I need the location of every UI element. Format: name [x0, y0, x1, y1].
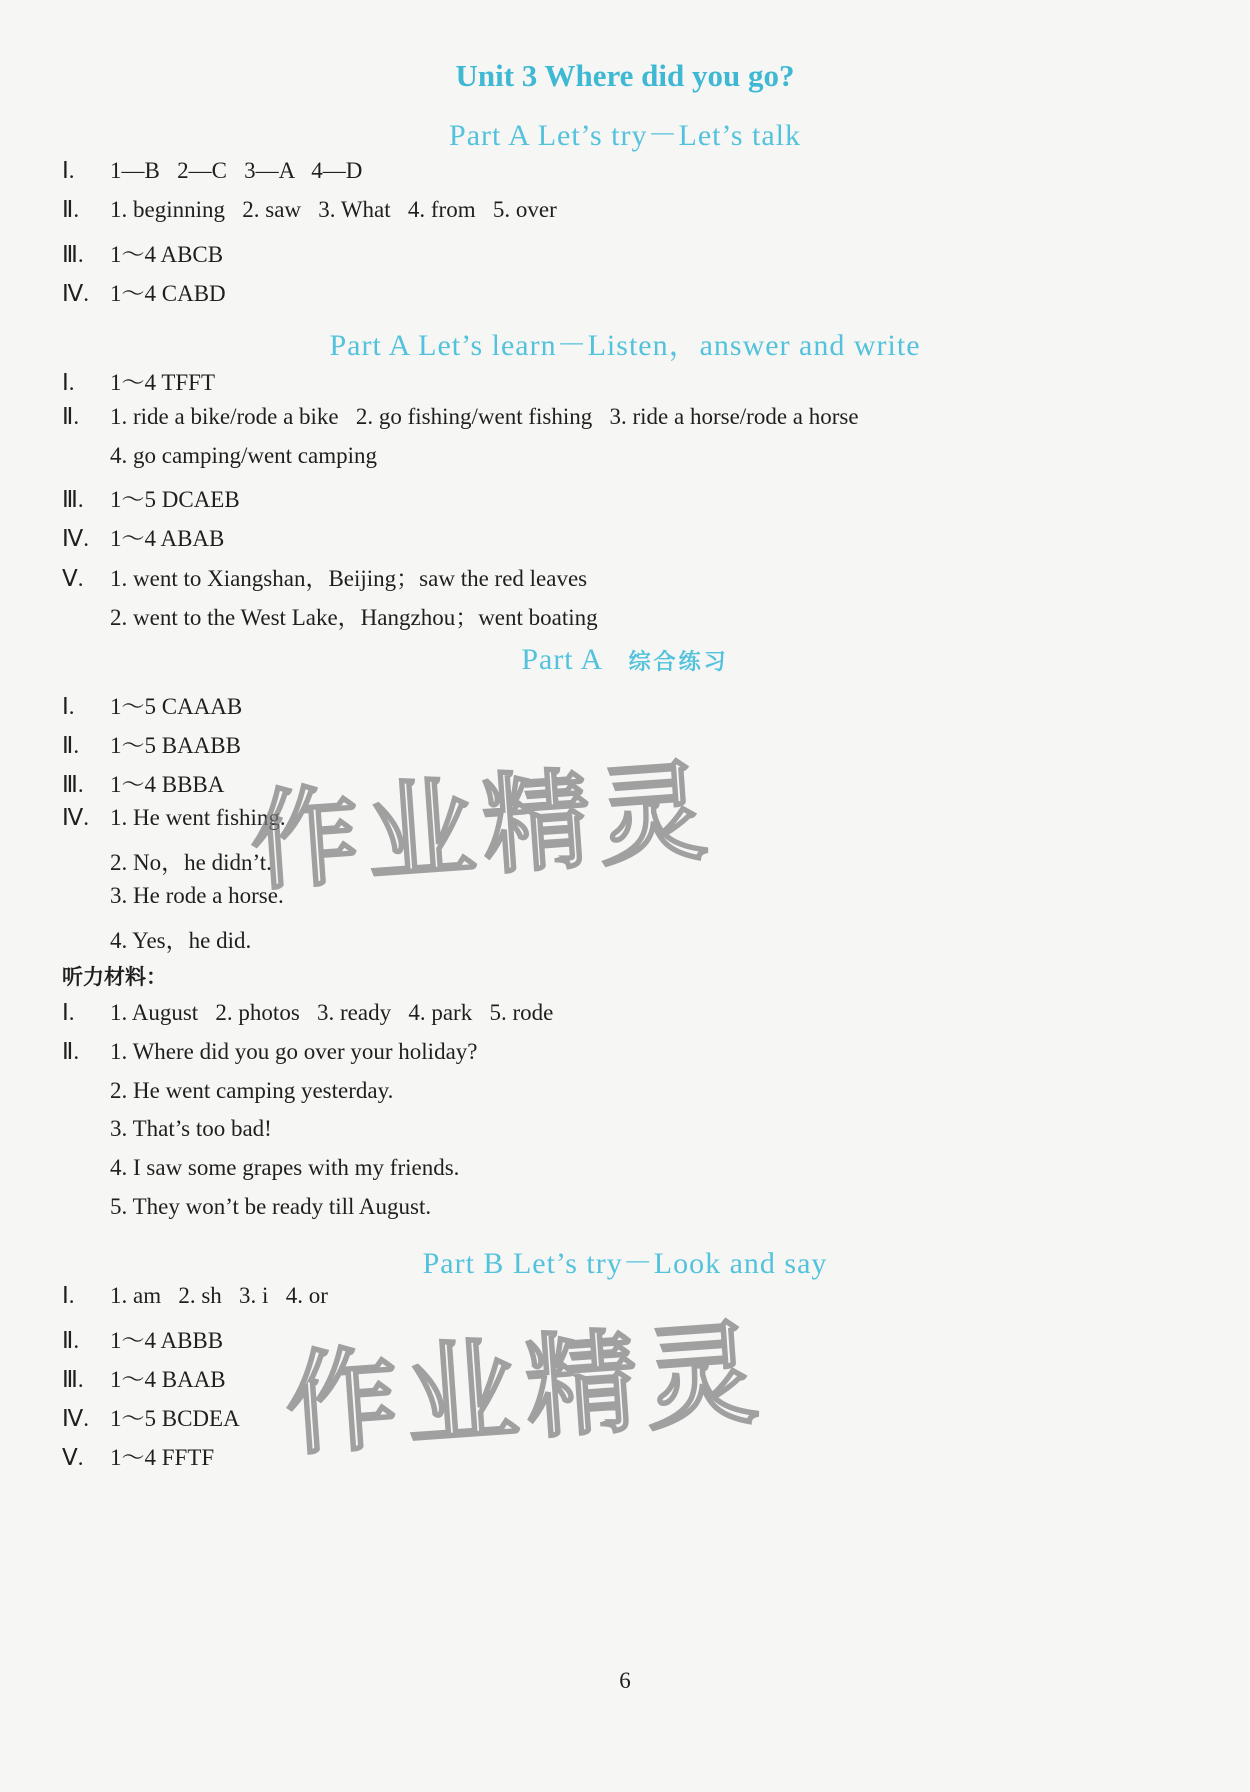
answer-line: Ⅱ. 1. ride a bike/rode a bike 2. go fishing/went fishing 3. ride a horse/rode a horse	[62, 404, 859, 429]
answer-line: Ⅰ. 1～5 CAAAB	[62, 694, 243, 719]
watermark: 作业精灵	[246, 748, 719, 907]
listening-material-label: 听力材料：	[62, 965, 167, 989]
answer-line: Ⅱ. 1～5 BAABB	[62, 733, 241, 758]
answer-line: Ⅳ. 1～5 BCDEA	[62, 1406, 240, 1431]
section-title-cn: 综合练习	[628, 650, 729, 675]
answer-line: 4. go camping/went camping	[110, 443, 377, 468]
watermark: 作业精灵	[281, 1308, 770, 1472]
answer-line: Ⅲ. 1～5 DCAEB	[62, 487, 240, 512]
answer-line: 2. No，he didn’t.	[110, 850, 272, 875]
section-title: Part B Let’s try－Look and say	[422, 1247, 828, 1280]
answer-line: Ⅰ. 1. August 2. photos 3. ready 4. park 5. rode	[62, 1000, 554, 1025]
answer-line: 4. I saw some grapes with my friends.	[110, 1155, 460, 1180]
section-title: Part A Let’s learn－Listen，answer and write	[329, 329, 921, 362]
answer-line: 3. He rode a horse.	[110, 883, 284, 908]
section-title: Part A Let’s try－Let’s talk	[449, 119, 801, 152]
answer-line: Ⅰ. 1—B 2—C 3—A 4—D	[62, 158, 363, 183]
page-number: 6	[619, 1668, 631, 1693]
answer-line: 5. They won’t be ready till August.	[110, 1194, 432, 1219]
answer-line: Ⅲ. 1～4 BAAB	[62, 1367, 226, 1392]
answer-line: Ⅱ. 1～4 ABBB	[62, 1328, 224, 1353]
unit-title: Unit 3 Where did you go?	[455, 58, 795, 93]
answer-line: Ⅰ. 1. am 2. sh 3. i 4. or	[62, 1283, 328, 1308]
answer-line: Ⅱ. 1. beginning 2. saw 3. What 4. from 5. over	[62, 197, 557, 222]
answer-line: Ⅴ. 1～4 FFTF	[62, 1445, 215, 1470]
answer-line: 2. went to the West Lake，Hangzhou；went boating	[110, 605, 598, 630]
answer-line: Ⅳ. 1～4 CABD	[62, 281, 226, 306]
answer-line: 4. Yes，he did.	[110, 928, 252, 953]
answer-line: Ⅲ. 1～4 BBBA	[62, 772, 225, 797]
section-title: Part A 综合练习	[521, 643, 729, 676]
answer-line: Ⅳ. 1～4 ABAB	[62, 526, 225, 551]
answer-line: 2. He went camping yesterday.	[110, 1078, 394, 1103]
answer-line: Ⅴ. 1. went to Xiangshan，Beijing；saw the red leaves	[62, 566, 588, 591]
answer-line: Ⅱ. 1. Where did you go over your holiday?	[62, 1039, 478, 1064]
answer-line: Ⅰ. 1～4 TFFT	[62, 370, 216, 395]
answer-line: Ⅳ. 1. He went fishing.	[62, 805, 286, 830]
answer-line: Ⅲ. 1～4 ABCB	[62, 242, 224, 267]
answer-line: 3. That’s too bad!	[110, 1116, 272, 1141]
